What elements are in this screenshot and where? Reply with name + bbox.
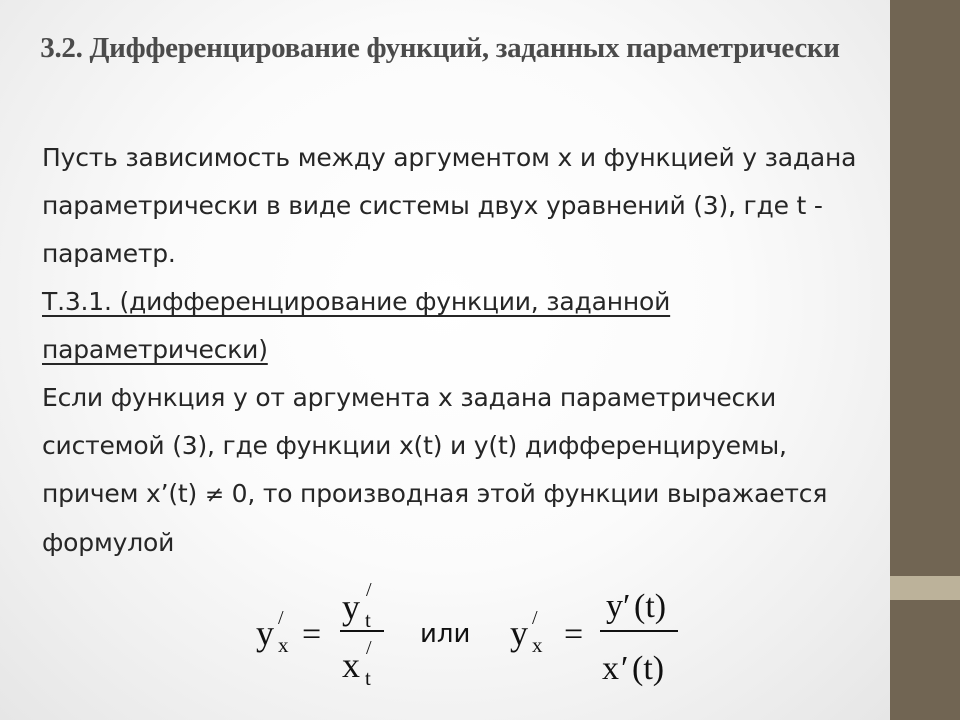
- formula-or-word: или: [420, 619, 471, 649]
- sidebar-decoration-top: [890, 0, 960, 576]
- derivative-formula: [0, 575, 890, 705]
- formula2-num-prime: ′: [623, 588, 631, 625]
- formula-num-prime: /: [366, 579, 372, 601]
- formula2-lhs-y: y: [510, 613, 528, 653]
- formula-equals-2: =: [564, 616, 584, 653]
- not-equal-symbol: ≠: [204, 482, 224, 508]
- formula2-den-paren-t: (t): [632, 650, 665, 687]
- theorem-heading-text: Т.3.1. (дифференцирование функции, заданной параметрически): [42, 287, 671, 364]
- formula-equals-1: =: [302, 616, 322, 653]
- theorem-heading: [42, 278, 862, 374]
- formula2-lhs-sub-x: x: [532, 633, 543, 657]
- paragraph-intro: Пусть зависимость между аргументом x и функцией y задана параметрически в виде системы двух уравнений (3), где t - параметр.: [42, 143, 857, 268]
- paragraph-theorem: [42, 374, 862, 567]
- formula-lhs-y: y: [256, 613, 274, 653]
- formula-lhs-sub-x: x: [278, 633, 289, 657]
- formula2-num-paren-t: (t): [634, 588, 667, 625]
- formula2-den-x: x: [602, 650, 619, 687]
- formula-lhs-prime: /: [278, 607, 284, 629]
- formula2-num-y: y: [606, 588, 623, 625]
- formula-den-sub-t: t: [365, 666, 371, 690]
- sidebar-decoration-accent: [890, 576, 960, 600]
- theorem-text-after: 0, то производная этой функции выражается формулой: [42, 479, 828, 557]
- theorem-text-before: Если функция y от аргумента x задана параметрически системой (3), где функции x(t) и y(t) дифференцируемы, причем x’(t): [42, 383, 787, 508]
- formula-num-y: y: [342, 587, 360, 627]
- formula-num-sub-t: t: [365, 608, 371, 632]
- sidebar-decoration-bottom: [890, 600, 960, 720]
- formula2-lhs-prime: /: [532, 607, 538, 629]
- slide-title: 3.2. Дифференцирование функций, заданных параметрически: [40, 32, 840, 64]
- formula-den-prime: /: [366, 637, 372, 659]
- formula2-den-prime: ′: [621, 650, 629, 687]
- formula-den-x: x: [342, 645, 360, 685]
